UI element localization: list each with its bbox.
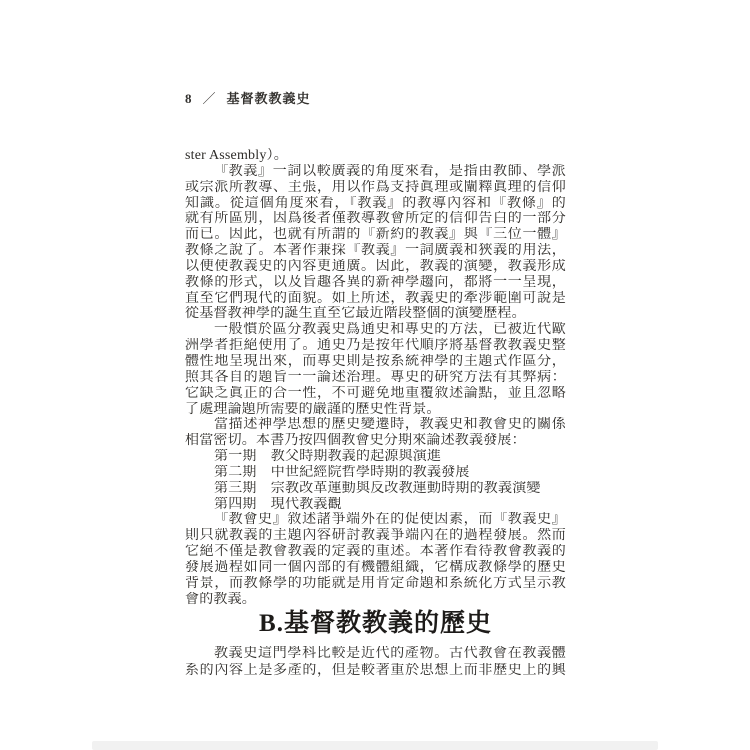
page-edge-shadow (92, 741, 658, 750)
text-line: 則只就教義的主題內容研討教義爭端內在的過程發展。然而 (185, 528, 566, 544)
text-line: ster Assembly）。 (185, 148, 288, 163)
body-text-upper (185, 148, 566, 607)
text-line: 一般慣於區分教義史爲通史和專史的方法，已被近代歐 (214, 322, 566, 338)
text-column (185, 148, 566, 679)
text-line: 系的內容上是多產的，但是較著重於思想上而非歷史上的興 (185, 662, 566, 678)
header-separator-slash: ／ (202, 91, 217, 106)
text-line: 第四期 現代教義觀 (214, 496, 342, 512)
text-line: 了處理論題所需要的嚴謹的歷史性背景。 (185, 401, 441, 417)
book-title: 基督教教義史 (226, 91, 311, 106)
text-line: 背景，而教條學的功能就是用肯定命題和系統化方式呈示教 (185, 575, 566, 591)
text-line: 第一期 教父時期教義的起源與演進 (214, 449, 442, 465)
text-line: 直至它們現代的面貌。如上所述，教義史的牽涉範圍可說是 (185, 290, 566, 306)
body-text-lower (185, 646, 566, 679)
text-line: 教條之說了。本著作兼採『教義』一詞廣義和狹義的用法， (185, 243, 566, 259)
text-line: 當描述神學思想的歷史變遷時，教義史和教會史的關係 (214, 417, 566, 433)
text-line: 第二期 中世紀經院哲學時期的教義發展 (214, 464, 470, 480)
text-line: 它絕不僅是教會教義的定義的重述。本著作看待教會教義的 (185, 544, 566, 560)
section-heading: B.基督教教義的歷史 (259, 610, 492, 638)
text-line: 而已。因此，也就有所謂的『新約的教義』與『三位一體』 (185, 227, 566, 243)
text-line: 體性地呈現出來，而專史則是按系統神學的主題式作區分， (185, 353, 566, 369)
text-line: 發展過程如同一個內部的有機體組織，它構成教條學的歷史 (185, 559, 566, 575)
text-line: 知識。從這個角度來看，『教義』的教導內容和『教條』的 (185, 195, 566, 211)
text-line: 或宗派所教導、主張，用以作爲支持眞理或闡釋眞理的信仰 (185, 179, 566, 195)
text-line: 就有所區別，因爲後者僅教導教會所定的信仰告白的一部分 (185, 211, 566, 227)
text-line: 相當密切。本書乃按四個教會史分期來論述教義發展： (185, 433, 526, 449)
page-header (185, 88, 311, 107)
text-line: 從基督教神學的誕生直至它最近階段整個的演變歷程。 (185, 306, 526, 322)
text-line: 以便使教義史的內容更通廣。因此，教義的演變，教義形成 (185, 258, 566, 274)
text-line: 照其各自的題旨一一論述治理。專史的研究方法有其弊病： (185, 369, 566, 385)
text-line: 它缺乏眞正的合一性，不可避免地重覆敘述論點，並且忽略 (185, 385, 566, 401)
text-line: 教義史這門學科比較是近代的產物。古代教會在教義體 (214, 646, 566, 662)
text-line: 第三期 宗教改革運動與反改教運動時期的教義演變 (214, 480, 541, 496)
text-line: 『教義』一詞以較廣義的角度來看，是指由教師、學派 (214, 163, 566, 179)
text-line: 『教會史』敘述諸爭端外在的促使因素，而『教義史』 (214, 512, 566, 528)
text-line: 教條的形式，以及旨趣各異的新神學趨向，都將一一呈現， (185, 274, 566, 290)
text-line: 會的教義。 (185, 591, 256, 607)
page-number: 8 (185, 91, 193, 106)
text-line: 洲學者拒絕使用了。通史乃是按年代順序將基督教教義史整 (185, 338, 566, 354)
